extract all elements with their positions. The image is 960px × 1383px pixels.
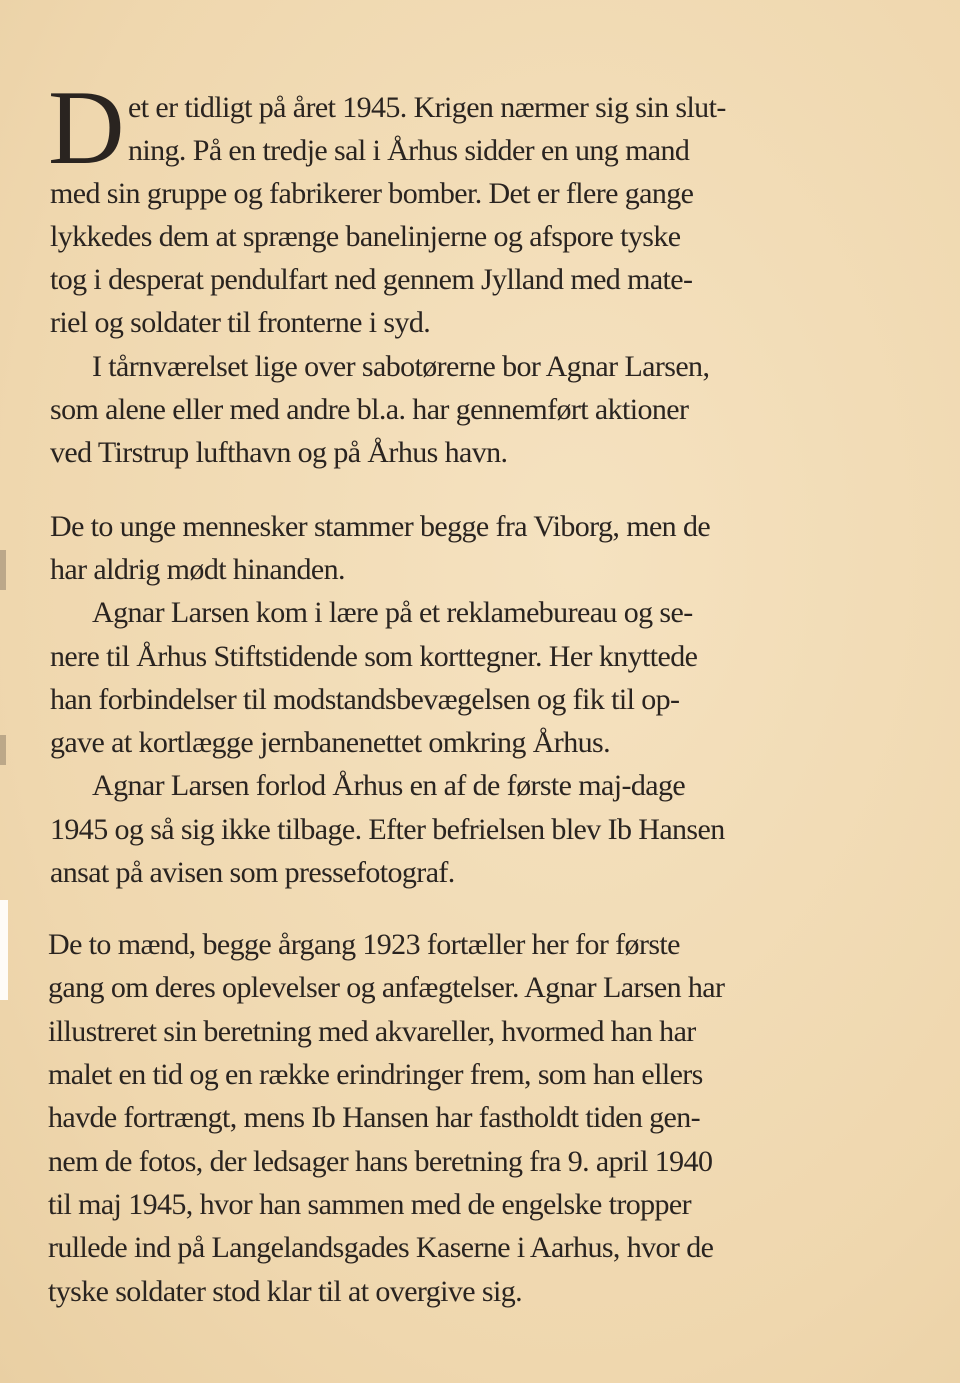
edge-highlight	[0, 900, 8, 1000]
paragraph-6-line: illustreret sin beretning med akvareller, hvormed han har	[48, 1015, 696, 1048]
paragraph-1-line: med sin gruppe og fabrikerer bomber. Det er flere gange	[50, 177, 694, 210]
paragraph-6-line: rullede ind på Langelandsgades Kaserne i Aarhus, hvor de	[48, 1231, 714, 1264]
paragraph-3-line: De to unge mennesker stammer begge fra Viborg, men de	[50, 510, 711, 543]
paragraph-6-line: malet en tid og en række erindringer frem, som han ellers	[48, 1058, 703, 1091]
paragraph-6-line: De to mænd, begge årgang 1923 fortæller her for første	[48, 928, 680, 961]
paragraph-1-line: et er tidligt på året 1945. Krigen nærmer sig sin slut-	[128, 91, 726, 124]
paragraph-1-line: ning. På en tredje sal i Århus sidder en ung mand	[128, 134, 690, 167]
paragraph-2-line: som alene eller med andre bl.a. har gennemført aktioner	[50, 393, 689, 426]
paragraph-4-line: nere til Århus Stiftstidende som korttegner. Her knyttede	[50, 640, 698, 673]
edge-scuff	[0, 550, 6, 590]
paragraph-6-line: tyske soldater stod klar til at overgive sig.	[48, 1275, 523, 1308]
edge-scuff	[0, 735, 6, 765]
paragraph-6-line: til maj 1945, hvor han sammen med de engelske tropper	[48, 1188, 692, 1221]
paragraph-4-line: Agnar Larsen kom i lære på et reklamebureau og se-	[92, 596, 693, 629]
paragraph-2-line: I tårnværelset lige over sabotørerne bor Agnar Larsen,	[92, 350, 710, 383]
paragraph-5-line: ansat på avisen som pressefotograf.	[50, 856, 455, 889]
paragraph-3-line: har aldrig mødt hinanden.	[50, 553, 345, 586]
paragraph-2-line: ved Tirstrup lufthavn og på Århus havn.	[50, 436, 508, 469]
paragraph-1-line: tog i desperat pendulfart ned gennem Jylland med mate-	[50, 263, 693, 296]
drop-cap: D	[48, 69, 125, 186]
paragraph-4-line: gave at kortlægge jernbanenettet omkring Århus.	[50, 726, 610, 759]
paragraph-4-line: han forbindelser til modstandsbevægelsen og fik til op-	[50, 683, 680, 716]
paragraph-5-line: Agnar Larsen forlod Århus en af de første maj-dage	[92, 769, 686, 802]
paragraph-6-line: gang om deres oplevelser og anfægtelser. Agnar Larsen har	[48, 971, 725, 1004]
paragraph-1-line: riel og soldater til fronterne i syd.	[50, 306, 431, 339]
paragraph-6-line: havde fortrængt, mens Ib Hansen har fastholdt tiden gen-	[48, 1101, 701, 1134]
paragraph-6-line: nem de fotos, der ledsager hans beretning fra 9. april 1940	[48, 1145, 713, 1178]
paragraph-5-line: 1945 og så sig ikke tilbage. Efter befrielsen blev Ib Hansen	[50, 813, 725, 846]
paragraph-1-line: lykkedes dem at sprænge banelinjerne og afspore tyske	[50, 220, 681, 253]
